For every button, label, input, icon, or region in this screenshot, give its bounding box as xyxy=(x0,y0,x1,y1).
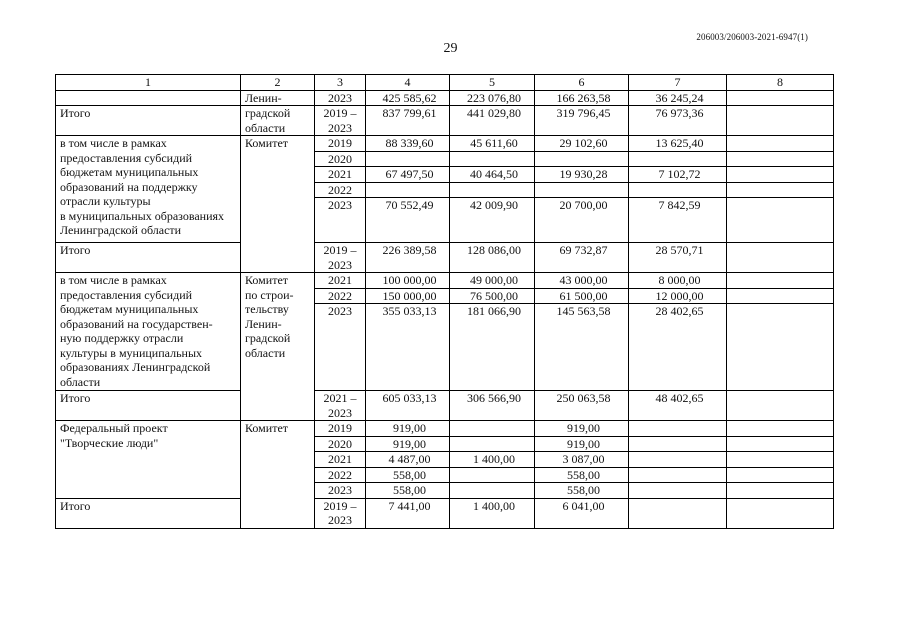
cell-text-line: 2022 xyxy=(328,182,352,197)
cell-regional: 29 102,60 xyxy=(535,136,629,152)
cell-total: 558,00 xyxy=(366,467,450,483)
cell-text-line: 2021 xyxy=(328,167,352,181)
cell-text-line: Итого xyxy=(60,391,91,405)
cell-executor xyxy=(241,273,315,421)
cell-text-line: 2023 xyxy=(328,257,352,272)
cell-executor xyxy=(241,136,315,273)
cell-text-line: образований на государствен- xyxy=(60,316,213,331)
cell-text-line: бюджетам муниципальных xyxy=(60,165,199,179)
cell-text-line: 2023 xyxy=(328,90,352,105)
cell-other xyxy=(727,498,834,528)
cell-name xyxy=(56,106,241,136)
cell-years xyxy=(315,391,366,421)
cell-total: 425 585,62 xyxy=(366,90,450,106)
cell-other xyxy=(727,198,834,243)
cell-total: 355 033,13 xyxy=(366,304,450,391)
cell-text-line: предоставления субсидий xyxy=(60,150,193,165)
cell-text-line: 2019 – xyxy=(323,243,357,257)
cell-regional: 558,00 xyxy=(535,483,629,499)
cell-text-line: предоставления субсидий xyxy=(60,287,193,302)
cell-regional xyxy=(535,151,629,167)
cell-text-line: 2023 xyxy=(328,483,352,497)
cell-executor xyxy=(241,106,315,136)
cell-total: 70 552,49 xyxy=(366,198,450,243)
cell-years xyxy=(315,151,366,167)
cell-total: 4 487,00 xyxy=(366,452,450,468)
cell-other xyxy=(727,421,834,437)
cell-federal xyxy=(450,421,535,437)
cell-local xyxy=(629,483,727,499)
header-cell: 4 xyxy=(366,75,450,91)
cell-total: 558,00 xyxy=(366,483,450,499)
cell-regional: 919,00 xyxy=(535,421,629,437)
cell-regional: 43 000,00 xyxy=(535,273,629,289)
budget-table xyxy=(55,74,834,529)
cell-local: 7 842,59 xyxy=(629,198,727,243)
cell-other xyxy=(727,304,834,391)
cell-federal: 441 029,80 xyxy=(450,106,535,136)
cell-text-line: Итого xyxy=(60,498,91,513)
cell-other xyxy=(727,436,834,452)
cell-name xyxy=(56,243,241,273)
cell-regional: 319 796,45 xyxy=(535,106,629,136)
cell-local xyxy=(629,452,727,468)
cell-text-line: 2020 xyxy=(328,151,352,166)
cell-total: 150 000,00 xyxy=(366,288,450,304)
cell-text-line: области xyxy=(245,120,286,135)
cell-regional: 250 063,58 xyxy=(535,391,629,421)
cell-text-line: 2019 xyxy=(328,421,352,435)
cell-text-line: Итого xyxy=(60,243,91,257)
cell-local xyxy=(629,151,727,167)
header-cell: 1 xyxy=(56,75,241,91)
cell-federal xyxy=(450,467,535,483)
cell-local xyxy=(629,436,727,452)
cell-local xyxy=(629,498,727,528)
cell-total: 67 497,50 xyxy=(366,167,450,183)
cell-regional: 69 732,87 xyxy=(535,243,629,273)
cell-text-line: 2021 xyxy=(328,452,352,466)
cell-federal xyxy=(450,436,535,452)
cell-years xyxy=(315,483,366,499)
cell-years xyxy=(315,90,366,106)
cell-regional: 61 500,00 xyxy=(535,288,629,304)
cell-text-line: Ленин- xyxy=(245,316,282,331)
cell-years xyxy=(315,452,366,468)
cell-other xyxy=(727,467,834,483)
cell-federal: 1 400,00 xyxy=(450,452,535,468)
cell-years xyxy=(315,243,366,273)
header-cell: 3 xyxy=(315,75,366,91)
cell-text-line: области xyxy=(245,345,286,360)
cell-local: 7 102,72 xyxy=(629,167,727,183)
cell-federal: 223 076,80 xyxy=(450,90,535,106)
cell-text-line: 2019 – xyxy=(323,498,357,513)
cell-text-line: 2019 – xyxy=(323,106,357,120)
header-cell: 5 xyxy=(450,75,535,91)
cell-local: 12 000,00 xyxy=(629,288,727,304)
cell-text-line: по строи- xyxy=(245,287,294,302)
cell-total: 7 441,00 xyxy=(366,498,450,528)
cell-other xyxy=(727,452,834,468)
table-row xyxy=(56,243,834,273)
cell-text-line: 2020 xyxy=(328,436,352,451)
cell-local: 28 570,71 xyxy=(629,243,727,273)
cell-total xyxy=(366,182,450,198)
cell-name xyxy=(56,391,241,421)
cell-years xyxy=(315,273,366,289)
cell-total: 88 339,60 xyxy=(366,136,450,152)
cell-text-line: 2022 xyxy=(328,467,352,482)
cell-local: 13 625,40 xyxy=(629,136,727,152)
cell-local xyxy=(629,421,727,437)
header-cell: 7 xyxy=(629,75,727,91)
table-row xyxy=(56,136,834,152)
cell-other xyxy=(727,136,834,152)
cell-text-line: Федеральный проект xyxy=(60,421,168,435)
cell-regional xyxy=(535,182,629,198)
cell-text-line: 2023 xyxy=(328,304,352,318)
cell-other xyxy=(727,151,834,167)
cell-text-line: 2023 xyxy=(328,405,352,420)
cell-name xyxy=(56,498,241,528)
cell-local: 28 402,65 xyxy=(629,304,727,391)
page-number: 29 xyxy=(443,41,458,56)
cell-text-line: образований на поддержку xyxy=(60,179,198,194)
cell-years xyxy=(315,498,366,528)
cell-federal: 1 400,00 xyxy=(450,498,535,528)
table-row xyxy=(56,90,834,106)
cell-name xyxy=(56,136,241,243)
header-cell: 8 xyxy=(727,75,834,91)
cell-years xyxy=(315,436,366,452)
cell-years xyxy=(315,467,366,483)
cell-text-line: ную поддержку отрасли xyxy=(60,331,184,345)
cell-text-line: тельству xyxy=(245,302,289,316)
cell-text-line: отрасли культуры xyxy=(60,194,151,208)
cell-regional: 20 700,00 xyxy=(535,198,629,243)
cell-text-line: 2023 xyxy=(328,198,352,212)
cell-text-line: культуры в муниципальных xyxy=(60,345,203,360)
document-id: 206003/206003-2021-6947(1) xyxy=(696,32,808,42)
cell-other xyxy=(727,273,834,289)
cell-years xyxy=(315,288,366,304)
cell-federal: 306 566,90 xyxy=(450,391,535,421)
cell-other xyxy=(727,391,834,421)
cell-years xyxy=(315,304,366,391)
cell-years xyxy=(315,182,366,198)
cell-other xyxy=(727,288,834,304)
header-cell: 6 xyxy=(535,75,629,91)
cell-years xyxy=(315,106,366,136)
cell-text-line: 2023 xyxy=(328,120,352,135)
cell-local: 36 245,24 xyxy=(629,90,727,106)
cell-text-line: в том числе в рамках xyxy=(60,273,167,287)
cell-years xyxy=(315,421,366,437)
cell-text-line: Ленинградской области xyxy=(60,223,182,237)
cell-name xyxy=(56,421,241,499)
cell-years xyxy=(315,198,366,243)
cell-text-line: Итого xyxy=(60,106,91,120)
cell-total: 919,00 xyxy=(366,421,450,437)
cell-text-line: 2021 – xyxy=(323,391,357,405)
table-row xyxy=(56,421,834,437)
cell-total: 919,00 xyxy=(366,436,450,452)
cell-text-line: градской xyxy=(245,106,291,120)
cell-text-line: градской xyxy=(245,331,291,345)
cell-federal: 181 066,90 xyxy=(450,304,535,391)
cell-years xyxy=(315,167,366,183)
cell-text-line: "Творческие люди" xyxy=(60,435,159,450)
cell-text-line: Комитет xyxy=(245,136,289,150)
cell-text-line: Ленин- xyxy=(245,90,282,105)
cell-federal: 128 086,00 xyxy=(450,243,535,273)
table-row xyxy=(56,391,834,421)
table-row xyxy=(56,498,834,528)
cell-total: 226 389,58 xyxy=(366,243,450,273)
cell-federal xyxy=(450,151,535,167)
cell-text-line: 2021 xyxy=(328,273,352,287)
cell-local: 48 402,65 xyxy=(629,391,727,421)
cell-regional: 919,00 xyxy=(535,436,629,452)
cell-federal: 40 464,50 xyxy=(450,167,535,183)
table-header-row xyxy=(56,75,834,91)
cell-federal xyxy=(450,483,535,499)
cell-other xyxy=(727,167,834,183)
cell-regional: 558,00 xyxy=(535,467,629,483)
cell-text-line: в муниципальных образованиях xyxy=(60,208,225,223)
cell-federal: 49 000,00 xyxy=(450,273,535,289)
cell-regional: 6 041,00 xyxy=(535,498,629,528)
cell-other xyxy=(727,182,834,198)
cell-other xyxy=(727,106,834,136)
cell-total: 837 799,61 xyxy=(366,106,450,136)
cell-total: 605 033,13 xyxy=(366,391,450,421)
table-row xyxy=(56,106,834,136)
cell-text-line: бюджетам муниципальных xyxy=(60,302,199,316)
cell-total xyxy=(366,151,450,167)
cell-regional: 145 563,58 xyxy=(535,304,629,391)
cell-executor xyxy=(241,421,315,529)
cell-text-line: 2023 xyxy=(328,513,352,527)
cell-text-line: в том числе в рамках xyxy=(60,136,167,150)
cell-total: 100 000,00 xyxy=(366,273,450,289)
cell-federal xyxy=(450,182,535,198)
cell-other xyxy=(727,243,834,273)
cell-text-line: области xyxy=(60,374,101,389)
table-row xyxy=(56,273,834,289)
cell-local: 76 973,36 xyxy=(629,106,727,136)
cell-other xyxy=(727,90,834,106)
cell-text-line: 2022 xyxy=(328,288,352,303)
cell-federal: 76 500,00 xyxy=(450,288,535,304)
cell-executor xyxy=(241,90,315,106)
cell-text-line: Комитет xyxy=(245,273,289,287)
cell-name xyxy=(56,90,241,106)
cell-local: 8 000,00 xyxy=(629,273,727,289)
cell-other xyxy=(727,483,834,499)
cell-federal: 45 611,60 xyxy=(450,136,535,152)
cell-name xyxy=(56,273,241,391)
cell-local xyxy=(629,182,727,198)
cell-federal: 42 009,90 xyxy=(450,198,535,243)
cell-regional: 19 930,28 xyxy=(535,167,629,183)
cell-text-line: образованиях Ленинградской xyxy=(60,360,211,374)
header-cell: 2 xyxy=(241,75,315,91)
cell-years xyxy=(315,136,366,152)
cell-text-line: Комитет xyxy=(245,421,289,435)
cell-regional: 166 263,58 xyxy=(535,90,629,106)
cell-text-line: 2019 xyxy=(328,136,352,150)
cell-regional: 3 087,00 xyxy=(535,452,629,468)
cell-local xyxy=(629,467,727,483)
